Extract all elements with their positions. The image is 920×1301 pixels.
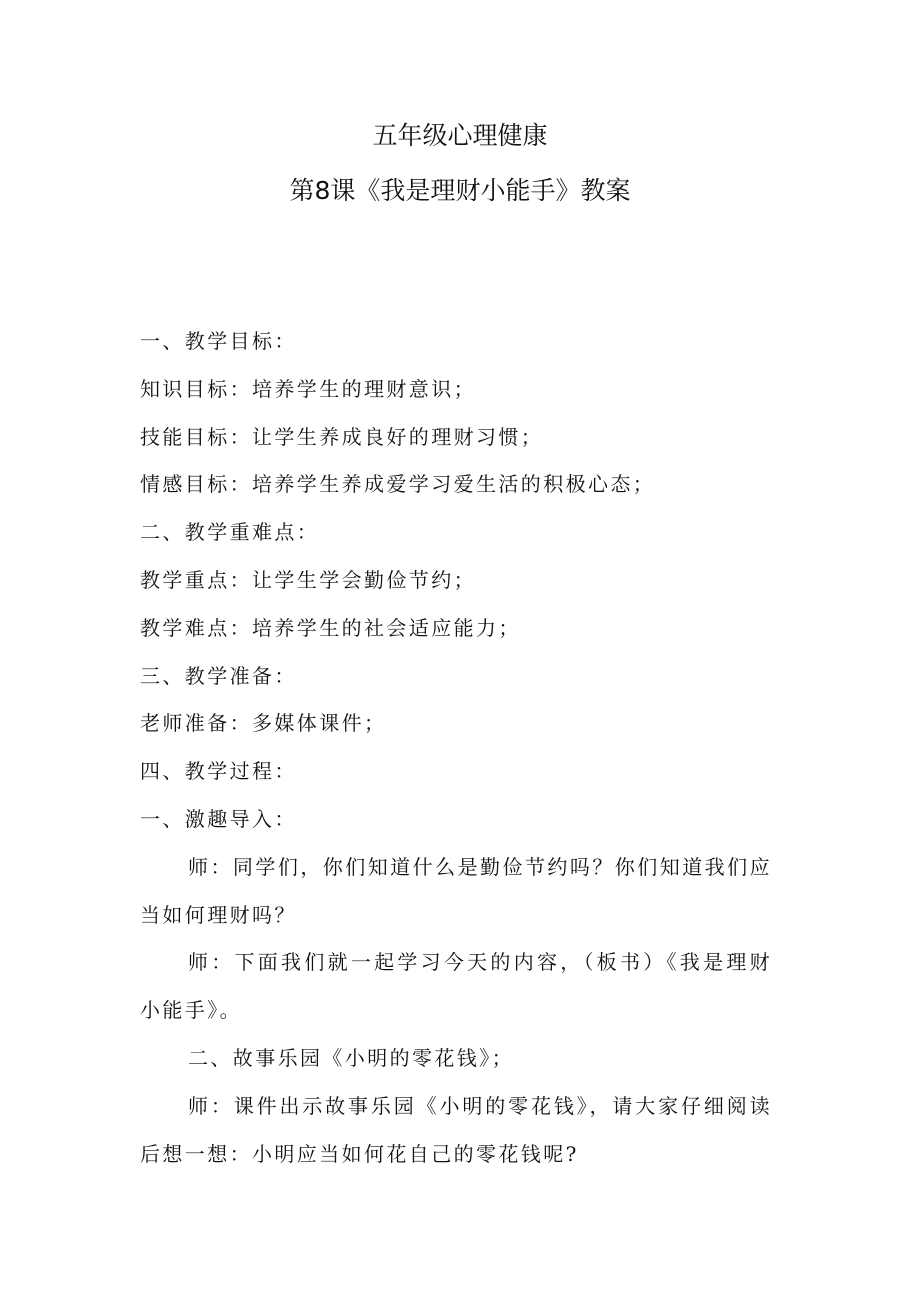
goal-emotion: 情感目标：培养学生养成爱学习爱生活的积极心态；: [140, 472, 656, 497]
step-heading-intro: 一、激趣导入：: [140, 806, 297, 831]
intro-paragraph-1: 师：同学们，你们知道什么是勤俭节约吗？你们知道我们应当如何理财吗？: [140, 854, 772, 927]
story-paragraph-1: 师：课件出示故事乐园《小明的零花钱》，请大家仔细阅读后想一想：小明应当如何花自己的零花钱呢?: [140, 1093, 772, 1166]
section-heading-preparation: 三、教学准备：: [140, 663, 297, 688]
step-heading-story: 二、故事乐园《小明的零花钱》；: [188, 1045, 514, 1070]
goal-knowledge: 知识目标：培养学生的理财意识；: [140, 376, 476, 401]
section-heading-key-points: 二、教学重难点：: [140, 520, 320, 545]
section-heading-process: 四、教学过程：: [140, 759, 297, 784]
document-title-grade: 五年级心理健康: [372, 121, 548, 150]
section-heading-goals: 一、教学目标：: [140, 329, 297, 353]
document-title-lesson: 第8课《我是理财小能手》教案: [289, 176, 631, 205]
teacher-preparation: 老师准备：多媒体课件；: [140, 711, 387, 736]
intro-paragraph-2: 师：下面我们就一起学习今天的内容，（板书）《我是理财小能手》。: [140, 950, 772, 1023]
difficult-point: 教学难点：培养学生的社会适应能力；: [140, 615, 521, 640]
key-point: 教学重点：让学生学会勤俭节约；: [140, 567, 476, 592]
goal-skill: 技能目标：让学生养成良好的理财习惯；: [140, 424, 544, 449]
document-body: [140, 318, 772, 1178]
